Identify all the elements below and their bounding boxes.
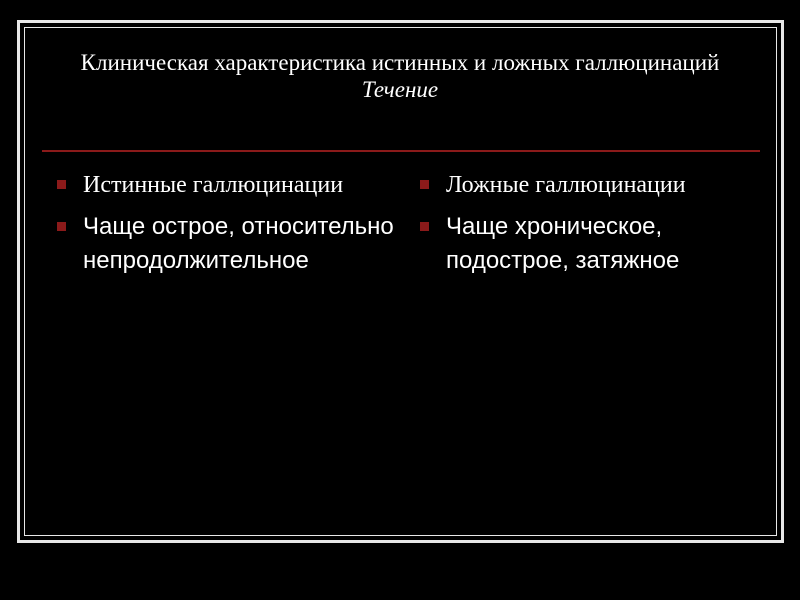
list-item xyxy=(418,168,768,202)
title-block xyxy=(40,50,760,104)
right-column xyxy=(418,168,768,286)
square-bullet-icon xyxy=(57,180,66,189)
square-bullet-icon xyxy=(420,180,429,189)
list-item xyxy=(55,210,400,278)
square-bullet-icon xyxy=(57,222,66,231)
slide-title: Клиническая характеристика истинных и ложных галлюцинаций xyxy=(80,50,720,75)
square-bullet-icon xyxy=(420,222,429,231)
left-column xyxy=(55,168,400,286)
list-item xyxy=(418,210,768,278)
slide-subtitle: Течение xyxy=(361,77,439,102)
title-divider xyxy=(42,150,760,152)
list-item xyxy=(55,168,400,202)
list-item-text: Ложные галлюцинации xyxy=(446,172,686,198)
list-item-text: Истинные галлюцинации xyxy=(83,172,344,198)
list-item-text: Чаще острое, относительно непродолжительное xyxy=(83,213,394,274)
list-item-text: Чаще хроническое, подострое, затяжное xyxy=(446,213,680,274)
